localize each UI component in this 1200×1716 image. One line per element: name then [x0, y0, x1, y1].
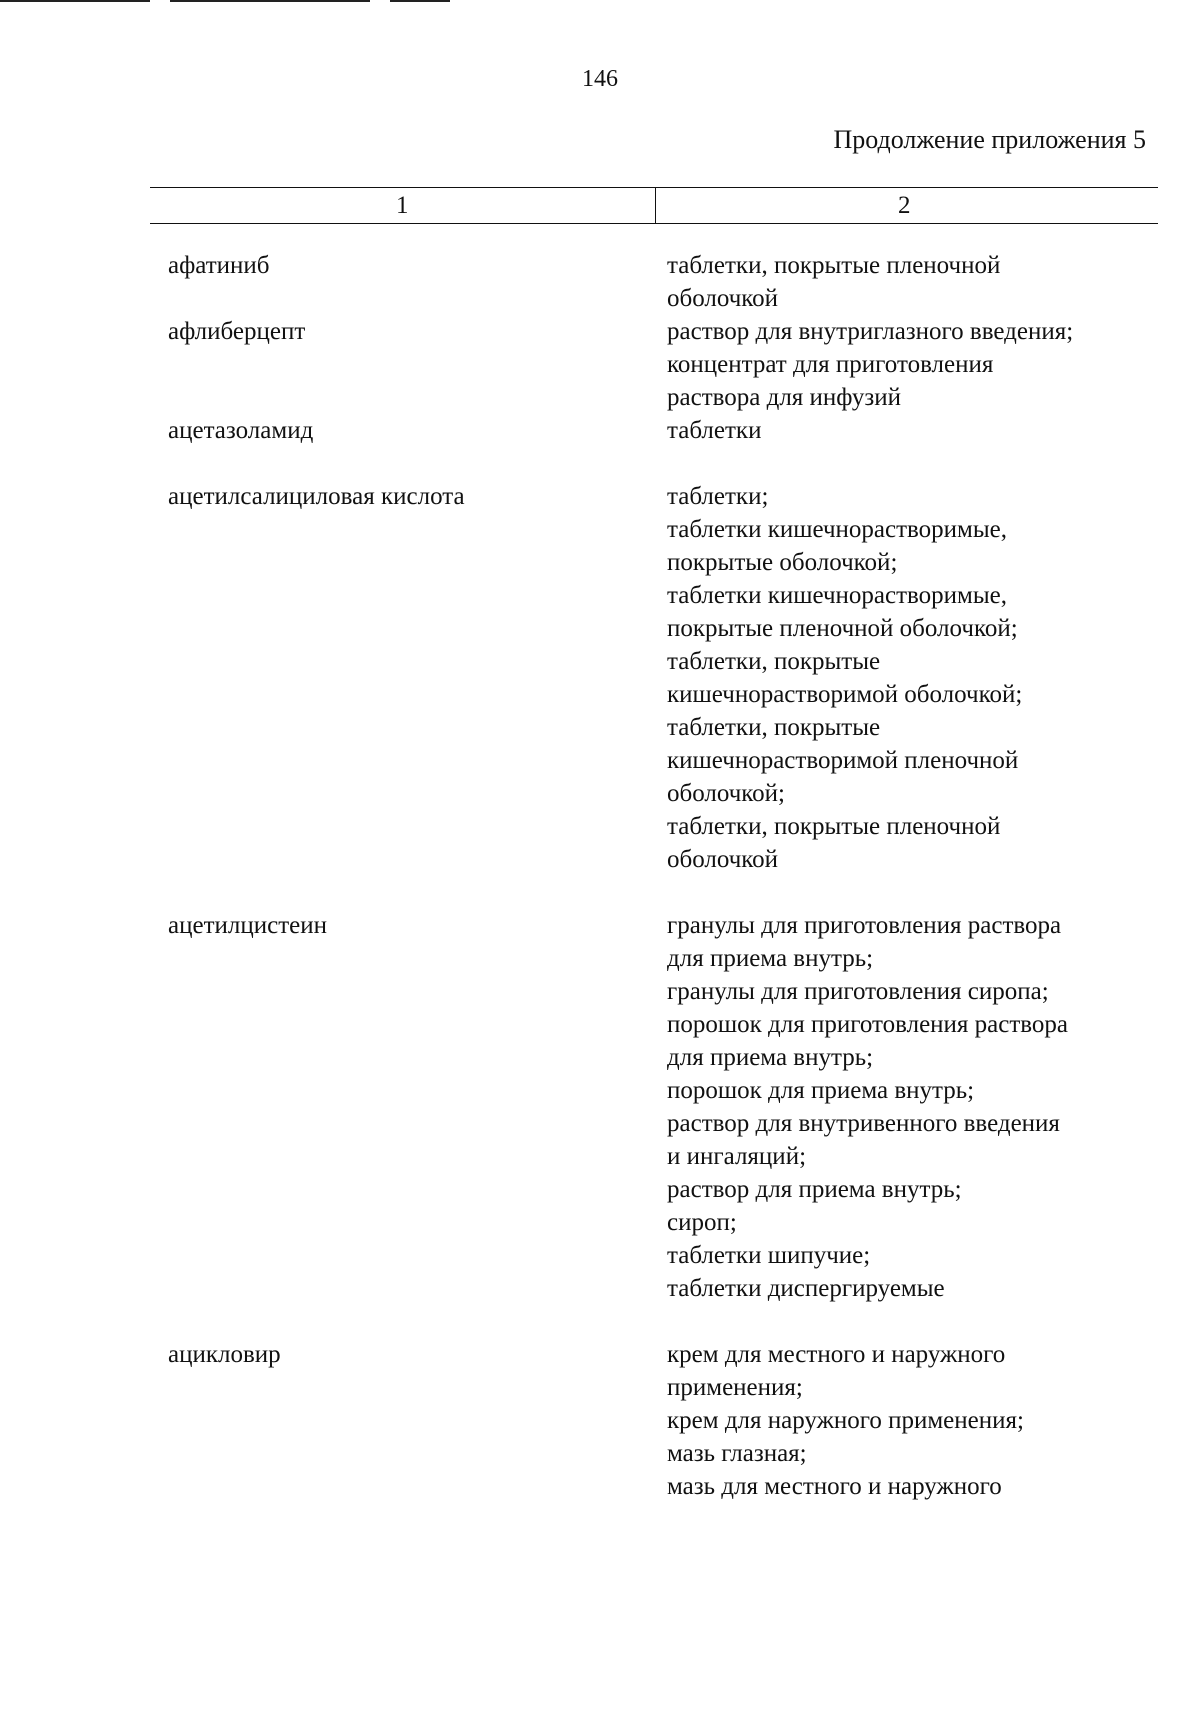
- dosage-form-line: таблетки шипучие;: [667, 1242, 871, 1269]
- dosage-form-line: таблетки: [667, 417, 762, 444]
- table-row: [0, 1338, 1200, 1500]
- dosage-form-line: таблетки, покрытые пленочной: [667, 252, 1001, 279]
- dosage-form-line: покрытые пленочной оболочкой;: [667, 615, 1018, 642]
- scan-edge-mark: [0, 0, 150, 2]
- dosage-forms: [667, 909, 1167, 1305]
- table-body: [0, 249, 1200, 1500]
- dosage-form-line: оболочкой;: [667, 780, 785, 807]
- column-divider: [655, 188, 656, 223]
- dosage-form-line: крем для наружного применения;: [667, 1407, 1024, 1434]
- dosage-form-line: таблетки кишечнорастворимые,: [667, 582, 1007, 609]
- dosage-forms: [667, 249, 1167, 315]
- page-number: 146: [582, 66, 618, 92]
- dosage-forms: [667, 315, 1167, 414]
- dosage-form-line: раствор для внутривенного введения: [667, 1110, 1060, 1137]
- dosage-form-line: таблетки кишечнорастворимые,: [667, 516, 1007, 543]
- continuation-note: Продолжение приложения 5: [833, 125, 1146, 154]
- dosage-form-line: таблетки, покрытые пленочной: [667, 813, 1001, 840]
- dosage-form-line: сироп;: [667, 1209, 737, 1236]
- dosage-form-line: концентрат для приготовления: [667, 351, 994, 378]
- dosage-form-line: оболочкой: [667, 285, 779, 312]
- dosage-form-line: применения;: [667, 1374, 803, 1401]
- dosage-forms: [667, 480, 1167, 876]
- dosage-forms: [667, 1338, 1167, 1503]
- dosage-form-line: порошок для приготовления раствора: [667, 1011, 1069, 1038]
- table-header: [150, 187, 1158, 224]
- drug-name: афлиберцепт: [168, 318, 306, 345]
- dosage-form-line: гранулы для приготовления раствора: [667, 912, 1062, 939]
- drug-name: ацикловир: [168, 1341, 281, 1368]
- drug-name: ацетилсалициловая кислота: [168, 483, 465, 510]
- dosage-form-line: для приема внутрь;: [667, 945, 874, 972]
- dosage-form-line: порошок для приема внутрь;: [667, 1077, 975, 1104]
- table-row: [0, 909, 1200, 1302]
- dosage-form-line: оболочкой: [667, 846, 779, 873]
- dosage-form-line: покрытые оболочкой;: [667, 549, 898, 576]
- dosage-form-line: и ингаляций;: [667, 1143, 807, 1170]
- dosage-form-line: раствор для внутриглазного введения;: [667, 318, 1074, 345]
- drug-name: афатиниб: [168, 252, 270, 279]
- dosage-form-line: крем для местного и наружного: [667, 1341, 1006, 1368]
- dosage-form-line: для приема внутрь;: [667, 1044, 874, 1071]
- drug-name: ацетилцистеин: [168, 912, 327, 939]
- drug-name: ацетазоламид: [168, 417, 314, 444]
- dosage-form-line: таблетки;: [667, 483, 769, 510]
- dosage-form-line: гранулы для приготовления сиропа;: [667, 978, 1049, 1005]
- dosage-form-line: таблетки, покрытые: [667, 648, 881, 675]
- table-row: [0, 480, 1200, 873]
- table-row: [0, 249, 1200, 312]
- scan-edge-mark: [390, 0, 450, 2]
- table-row: [0, 315, 1200, 411]
- dosage-forms: [667, 414, 1167, 447]
- column-header-2: 2: [898, 192, 911, 219]
- dosage-form-line: кишечнорастворимой оболочкой;: [667, 681, 1023, 708]
- dosage-form-line: раствора для инфузий: [667, 384, 902, 411]
- table-row: [0, 414, 1200, 447]
- dosage-form-line: мазь глазная;: [667, 1440, 807, 1467]
- scan-edge-mark: [170, 0, 370, 2]
- column-header-1: 1: [396, 192, 409, 219]
- dosage-form-line: таблетки диспергируемые: [667, 1275, 945, 1302]
- dosage-form-line: мазь для местного и наружного: [667, 1473, 1002, 1500]
- dosage-form-line: кишечнорастворимой пленочной: [667, 747, 1019, 774]
- dosage-form-line: таблетки, покрытые: [667, 714, 881, 741]
- dosage-form-line: раствор для приема внутрь;: [667, 1176, 962, 1203]
